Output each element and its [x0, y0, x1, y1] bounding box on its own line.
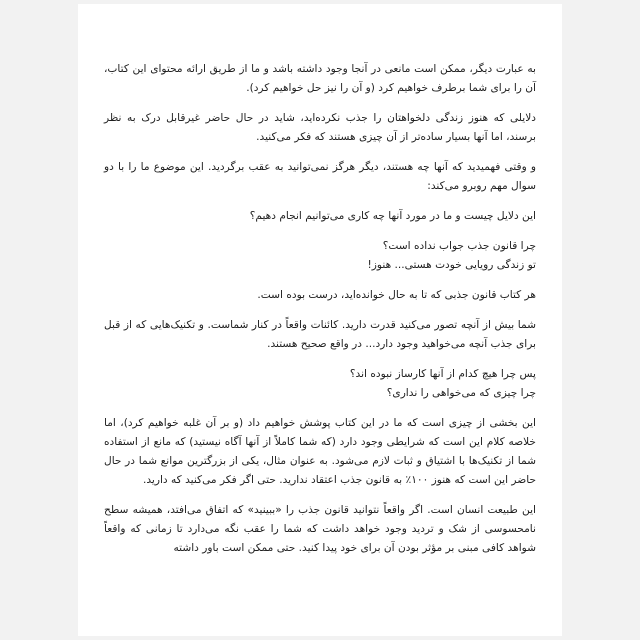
document-body — [104, 60, 536, 569]
document-page — [78, 4, 562, 636]
paragraph: این دلایل چیست و ما در مورد آنها چه کاری می‌توانیم انجام دهیم؟ — [249, 210, 536, 222]
paragraph: شما بیش از آنچه تصور می‌کنید قدرت دارید. کائنات واقعاً در کنار شماست. و تکنیک‌هایی که از قبل برای جذب آنچه می‌خواهید وجود دارد... در واقع صحیح هستند. — [104, 319, 536, 350]
question-line: تو زندگی رویایی خودت هستی... هنوز! — [367, 259, 536, 271]
paragraph: هر کتاب قانون جذبی که تا به حال خوانده‌اید، درست بوده است. — [257, 289, 536, 301]
question-line: پس چرا هیچ کدام از آنها کارساز نبوده اند؟ — [349, 368, 536, 380]
question-line: چرا قانون جذب جواب نداده است؟ — [382, 240, 536, 252]
question-line: چرا چیزی که می‌خواهی را نداری؟ — [386, 387, 536, 399]
question-block — [104, 237, 536, 275]
paragraph: و وقتی فهمیدید که آنها چه هستند، دیگر هرگز نمی‌توانید به عقب برگردید. این موضوع ما را با دو سوال مهم روبرو می‌کند: — [104, 161, 536, 192]
paragraph: این بخشی از چیزی است که ما در این کتاب پوشش خواهیم داد (و بر آن غلبه خواهیم کرد)، اما خلاصه کلام این است که شرایطی وجود دارد (که شما کاملاً از آنها آگاه نیستید) که مانع از استفاده شما از تکنیک‌ها با اشتیاق و ثبات لازم می‌شود. به عنوان مثال، یکی از بزرگترین موانع شما در حال حاضر این است که هنوز ۱۰۰٪ به قانون جذب اعتقاد ندارید. حتی اگر فکر می‌کنید که دارید. — [104, 417, 536, 486]
paragraph: دلایلی که هنوز زندگی دلخواهتان را جذب نکرده‌اید، شاید در حال حاضر غیرقابل درک به نظر برسند، اما آنها بسیار ساده‌تر از آن چیزی هستند که فکر می‌کنید. — [104, 112, 536, 143]
question-block — [104, 365, 536, 403]
paragraph: به عبارت دیگر، ممکن است مانعی در آنجا وجود داشته باشد و ما از طریق ارائه محتوای این کتاب، آن را برای شما برطرف خواهیم کرد (و آن را نیز حل خواهیم کرد). — [104, 63, 536, 94]
paragraph: این طبیعت انسان است. اگر واقعاً نتوانید قانون جذب را «ببینید» که اتفاق می‌افتد، همیشه سطح نامحسوسی از شک و تردید وجود خواهد داشت که شما را عقب نگه می‌دارد تا زمانی که واقعاً شواهد کافی مبنی بر مؤثر بودن آن برای خود پیدا کنید. حتی ممکن است باور داشته — [104, 504, 536, 554]
